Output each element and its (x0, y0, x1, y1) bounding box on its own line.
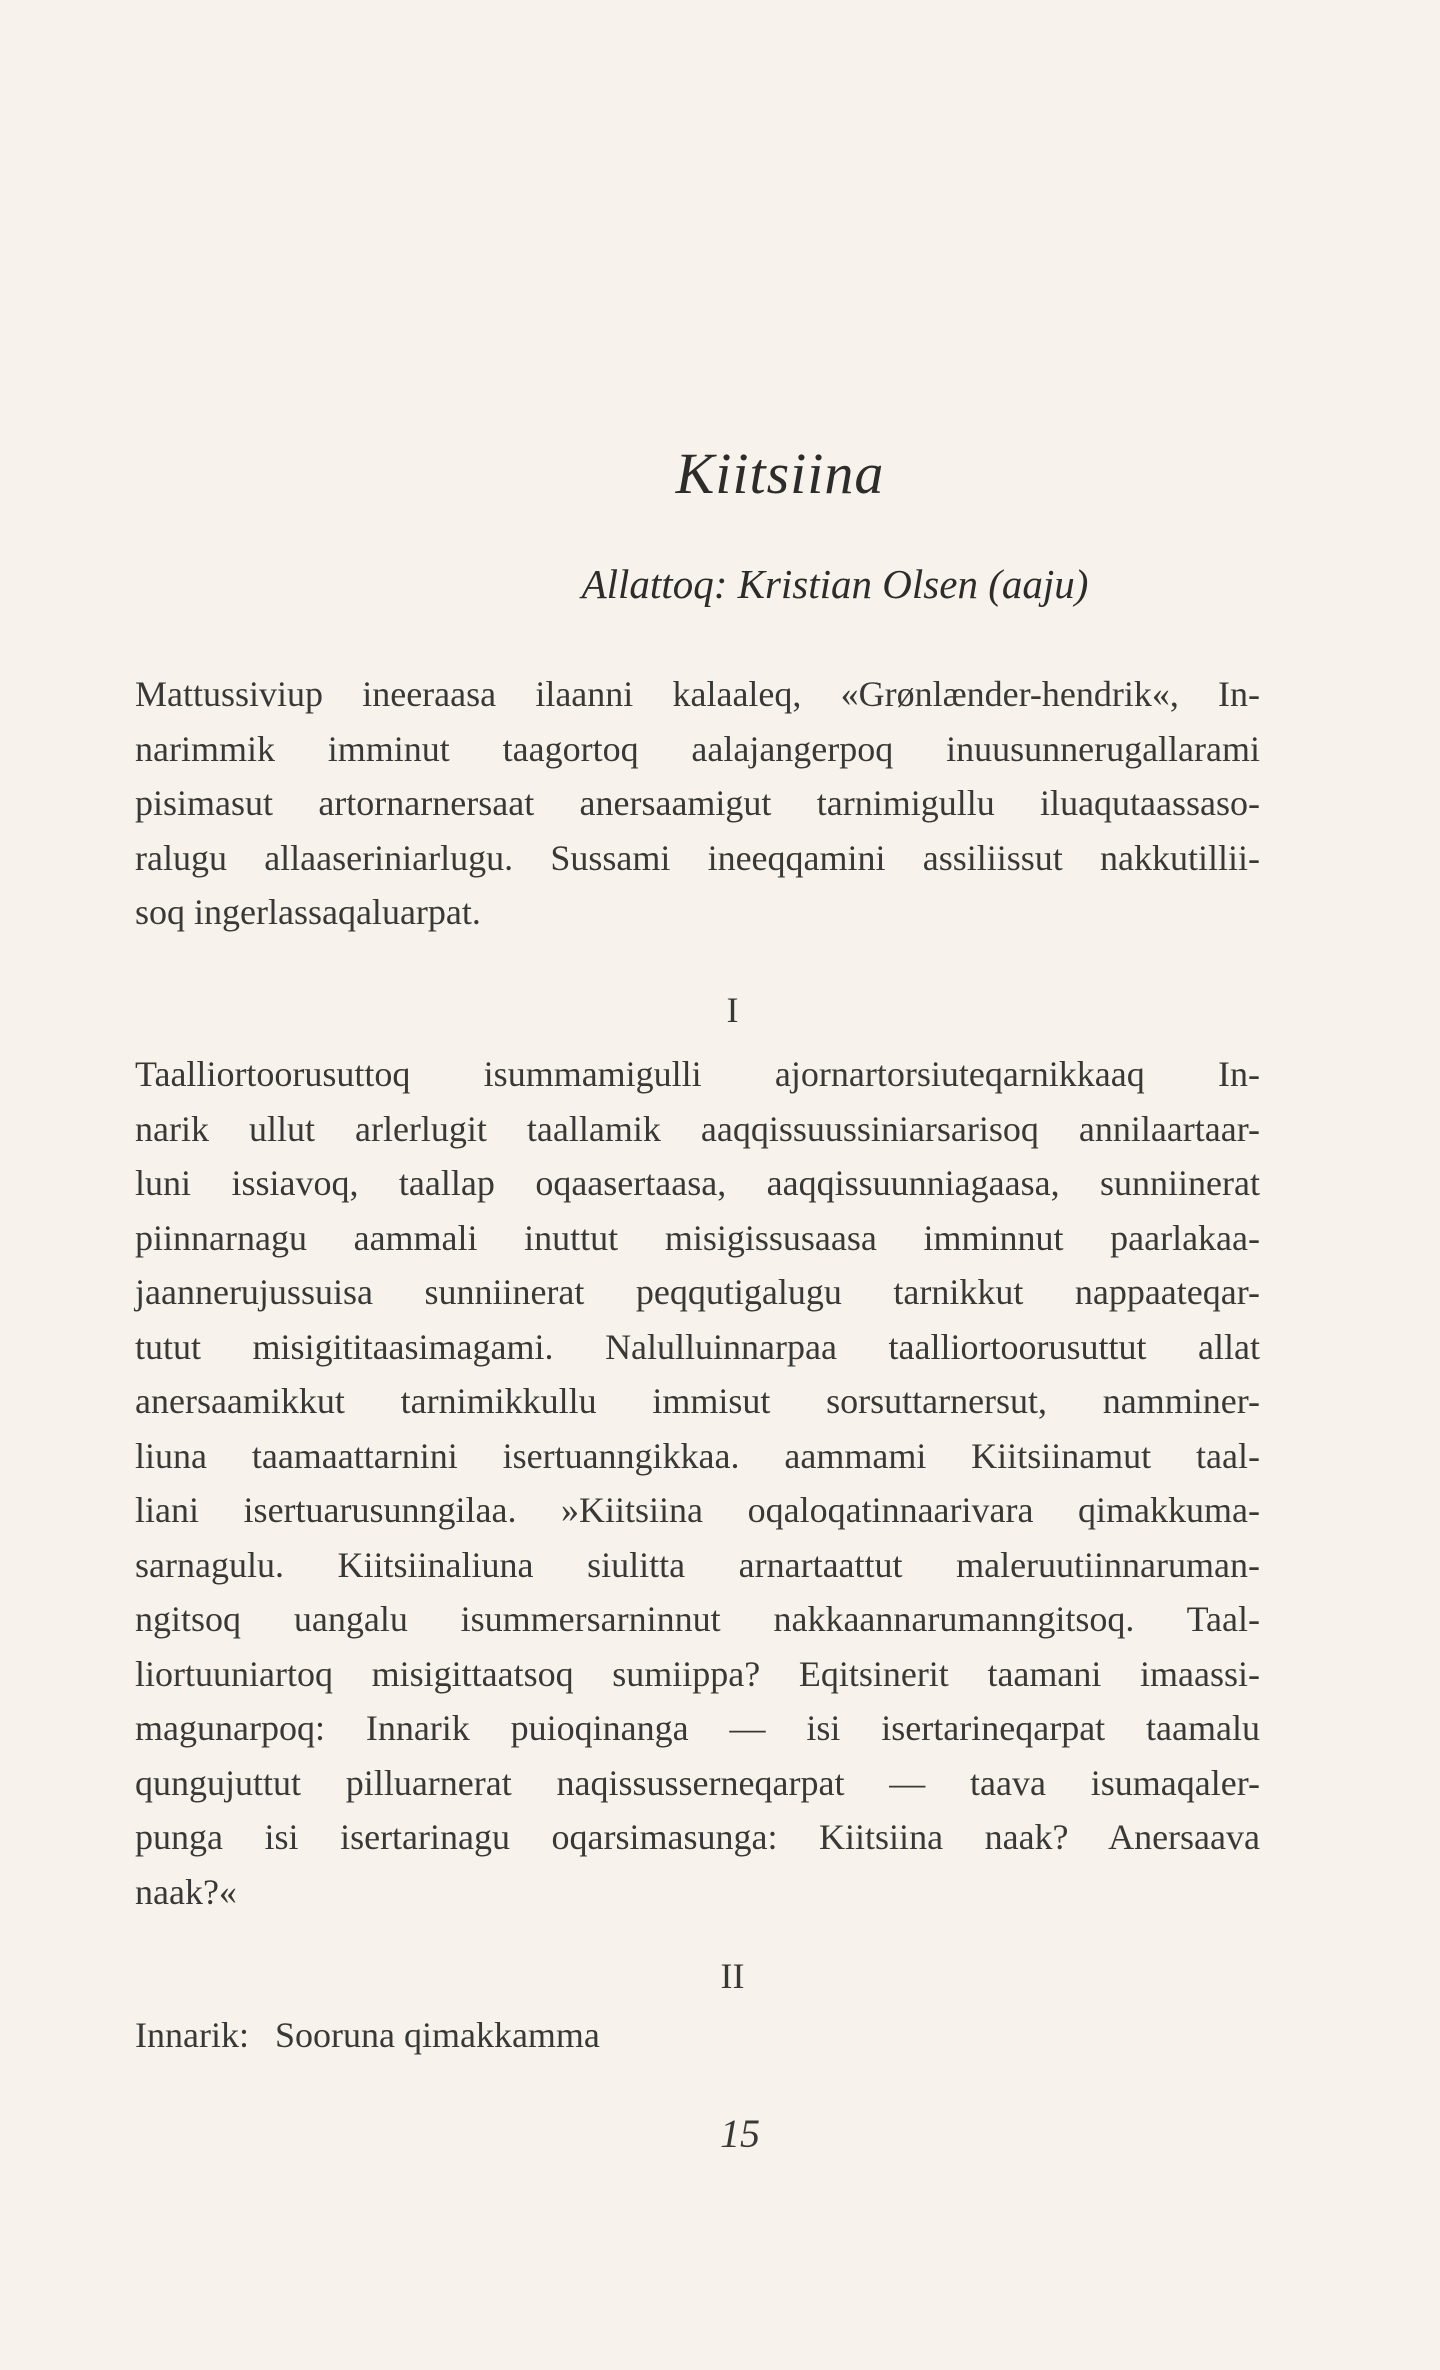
text-line: luni issiavoq, taallap oqaasertaasa, aaqqissuunniagaasa, sunniinerat (135, 1163, 1260, 1203)
text-line: qungujuttut pilluarnerat naqissusserneqarpat — taava isumaqaler- (135, 1762, 1260, 1803)
text-line: punga isi isertarinagu oqarsimasunga: Kiitsiina naak? Anersaava (135, 1817, 1260, 1857)
author-byline: Allattoq: Kristian Olsen (aaju) (581, 561, 1089, 607)
page-number: 15 (720, 2111, 760, 2156)
text-line: Mattussiviup ineeraasa ilaanni kalaaleq, «Grønlænder-hendrik«, In- (135, 674, 1260, 714)
text-line: liortuuniartoq misigittaatsoq sumiippa? Eqitsinerit taamani imaassi- (135, 1653, 1260, 1694)
text-line: tutut misigititaasimagami. Nalulluinnarpaa taalliortoorusuttut allat (135, 1326, 1260, 1367)
text-line: soq ingerlassaqaluarpat. (135, 892, 481, 932)
text-line: piinnarnagu aammali inuttut misigissusaasa imminnut paarlakaa- (135, 1217, 1260, 1258)
text-line: narimmik imminut taagortoq aalajangerpoq inuusunnerugallarami (135, 728, 1260, 769)
text-line: magunarpoq: Innarik puioqinanga — isi isertarineqarpat taamalu (135, 1708, 1260, 1748)
section-number-1: I (726, 990, 739, 1030)
text-line: jaannerujussuisa sunniinerat peqqutigalugu tarnikkut nappaateqar- (135, 1272, 1260, 1312)
text-line: liuna taamaattarnini isertuanngikkaa. aammami Kiitsiinamut taal- (135, 1435, 1260, 1476)
text-line: narik ullut arlerlugit taallamik aaqqissuussiniarsarisoq annilaartaar- (135, 1108, 1260, 1149)
text-line: Taalliortoorusuttoq isummamigulli ajornartorsiuteqarnikkaaq In- (135, 1054, 1260, 1094)
text-line: sarnagulu. Kiitsiinaliuna siulitta arnartaattut maleruutiinnaruman- (135, 1544, 1260, 1585)
text-line: ngitsoq uangalu isummersarninnut nakkaannarumanngitsoq. Taal- (135, 1599, 1260, 1639)
intro-paragraph (135, 667, 1260, 940)
dialogue-text: Sooruna qimakkamma (274, 2015, 600, 2055)
section-number-2: II (720, 1956, 745, 1996)
text-line: pisimasut artornarnersaat anersaamigut tarnimigullu iluaqutaassaso- (135, 783, 1260, 823)
text-line: naak?« (135, 1871, 237, 1912)
text-line: ralugu allaaseriniarlugu. Sussami ineeqqamini assiliissut nakkutillii- (135, 837, 1260, 878)
poem-title: Kiitsiina (675, 441, 885, 506)
dialogue-line (135, 2014, 600, 2056)
speaker-name: Innarik: (135, 2015, 249, 2055)
section-1-paragraph (135, 1047, 1260, 1919)
text-line: anersaamikkut tarnimikkullu immisut sorsuttarnersut, namminer- (135, 1381, 1260, 1421)
text-line: liani isertuarusunngilaa. »Kiitsiina oqaloqatinnaarivara qimakkuma- (135, 1490, 1260, 1530)
